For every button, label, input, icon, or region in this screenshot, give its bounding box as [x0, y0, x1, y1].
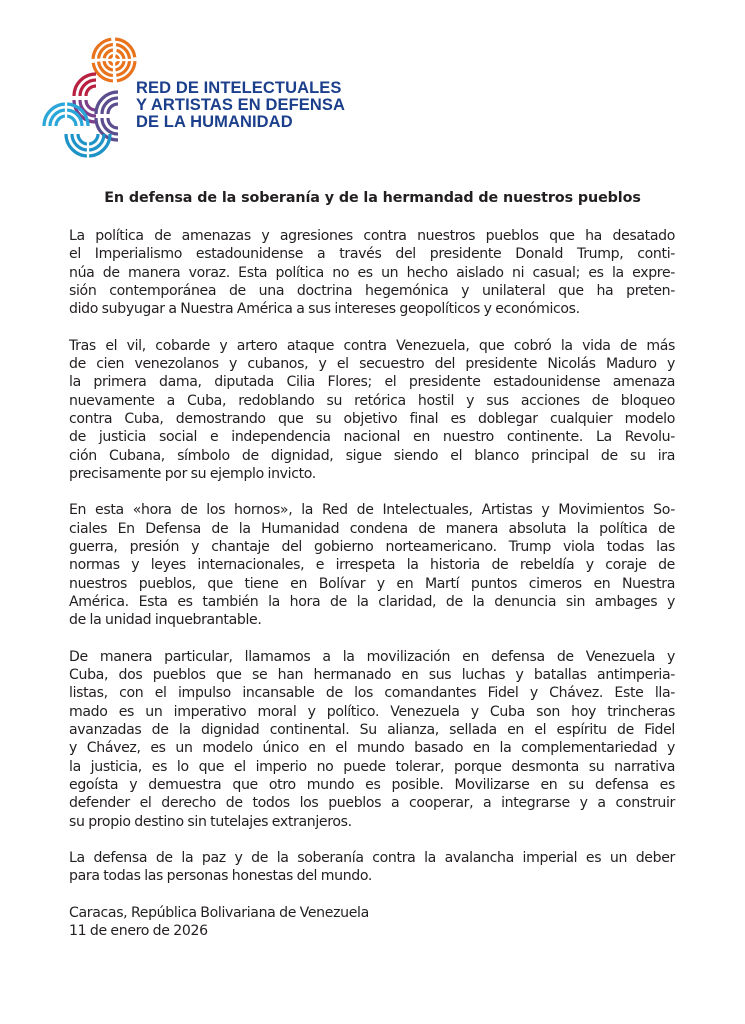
- paragraph-line: la primera dama, diputada Cilia Flores; el presidente estadounidense amenaza: [69, 374, 675, 391]
- paragraph-line: precisamente por su ejemplo invicto.: [69, 465, 316, 482]
- paragraph-line: América. Esta es también la hora de la claridad, de la denuncia sin ambages y: [69, 593, 675, 610]
- paragraph-line: la justicia, es lo que el imperio no puede tolerar, porque desmonta su narrativa: [69, 758, 675, 775]
- paragraph-line: ciales En Defensa de la Humanidad condena de manera absoluta la política de: [69, 520, 675, 537]
- organization-name: [136, 80, 345, 131]
- signature-date: 11 de enero de 2026: [69, 923, 208, 940]
- paragraph: [69, 648, 675, 831]
- paragraph-line: defender el derecho de todos los pueblos a cooperar, a integrarse y a construir: [69, 795, 675, 812]
- paragraph-line: de la unidad inquebrantable.: [69, 612, 262, 629]
- paragraph-line: Tras el vil, cobarde y artero ataque contra Venezuela, que cobró la vida de más: [69, 337, 675, 354]
- paragraph-line: ción Cubana, símbolo de dignidad, sigue siendo el blanco principal de su ira: [69, 447, 675, 464]
- paragraph-line: el Imperialismo estadounidense a través del presidente Donald Trump, conti-: [69, 246, 675, 263]
- signature-block: [69, 904, 675, 941]
- paragraph-line: avanzadas de la dignidad continental. Su alianza, sellada en el espíritu de Fidel: [69, 722, 675, 739]
- paragraph-line: De manera particular, llamamos a la movilización en defensa de Venezuela y: [69, 648, 675, 665]
- paragraphs-container: [69, 227, 675, 886]
- paragraph-line: normas y leyes internacionales, e irrespeta la historia de rebeldía y coraje de: [69, 557, 675, 574]
- organization-logo: [38, 30, 345, 180]
- paragraph: [69, 849, 675, 886]
- signature-place: Caracas, República Bolivariana de Venezuela: [69, 904, 369, 921]
- paragraph-line: sión contemporánea de una doctrina hegemónica y unilateral que ha preten-: [69, 282, 675, 299]
- paragraph-line: contra Cuba, demostrando que su objetivo final es doblegar cualquier modelo: [69, 410, 675, 427]
- paragraph-line: La política de amenazas y agresiones contra nuestros pueblos que ha desatado: [69, 228, 675, 244]
- paragraph-line: nuestros pueblos, que tiene en Bolívar y en Martí puntos cimeros en Nuestra: [69, 575, 675, 592]
- organization-name-line: Y ARTISTAS EN DEFENSA: [136, 96, 345, 114]
- paragraph-line: egoísta y demuestra que otro mundo es posible. Movilizarse en su defensa es: [69, 776, 675, 793]
- paragraph-line: de justicia social e independencia nacional en nuestro continente. La Revolu-: [69, 429, 675, 446]
- crimson-purple-arcs: [74, 74, 118, 140]
- paragraph: [69, 227, 675, 318]
- paragraph: [69, 337, 675, 483]
- paragraph-line: mado es un imperativo moral y político. Venezuela y Cuba son hoy trincheras: [69, 703, 675, 720]
- paragraph-line: para todas las personas honestas del mundo.: [69, 868, 373, 885]
- paragraph-line: listas, con el impulso incansable de los comandantes Fidel y Chávez. Este lla-: [69, 685, 675, 702]
- paragraph-line: nuevamente a Cuba, redoblando su retórica hostil y sus acciones de bloqueo: [69, 392, 675, 409]
- organization-name-line: DE LA HUMANIDAD: [136, 113, 293, 131]
- paragraph-line: y Chávez, es un modelo único en el mundo basado en la complementariedad y: [69, 740, 675, 757]
- paragraph-line: dido subyugar a Nuestra América a sus intereses geopolíticos y económicos.: [69, 301, 580, 318]
- paragraph-line: En esta «hora de los hornos», la Red de Intelectuales, Artistas y Movimientos So-: [69, 502, 675, 519]
- document-title: En defensa de la soberanía y de la hermandad de nuestros pueblos: [104, 190, 641, 206]
- orange-target-arcs: [91, 37, 137, 83]
- paragraph-line: Cuba, dos pueblos que se han hermanado en sus luchas y batallas antimperia-: [69, 667, 675, 684]
- paragraph-line: su propio destino sin tutelajes extranjeros.: [69, 813, 352, 830]
- document-body: [69, 227, 675, 941]
- paragraph-line: guerra, presión y chantaje del gobierno norteamericano. Trump viola todas las: [69, 539, 675, 556]
- paragraph-line: de cien venezolanos y cubanos, y el secuestro del presidente Nicolás Maduro y: [69, 356, 675, 373]
- organization-name-line: RED DE INTELECTUALES: [136, 79, 342, 97]
- paragraph: [69, 501, 675, 629]
- paragraph-line: La defensa de la paz y de la soberanía contra la avalancha imperial es un deber: [69, 850, 675, 867]
- paragraph-line: núa de manera voraz. Esta política no es un hecho aislado ni casual; es la expre-: [69, 264, 675, 281]
